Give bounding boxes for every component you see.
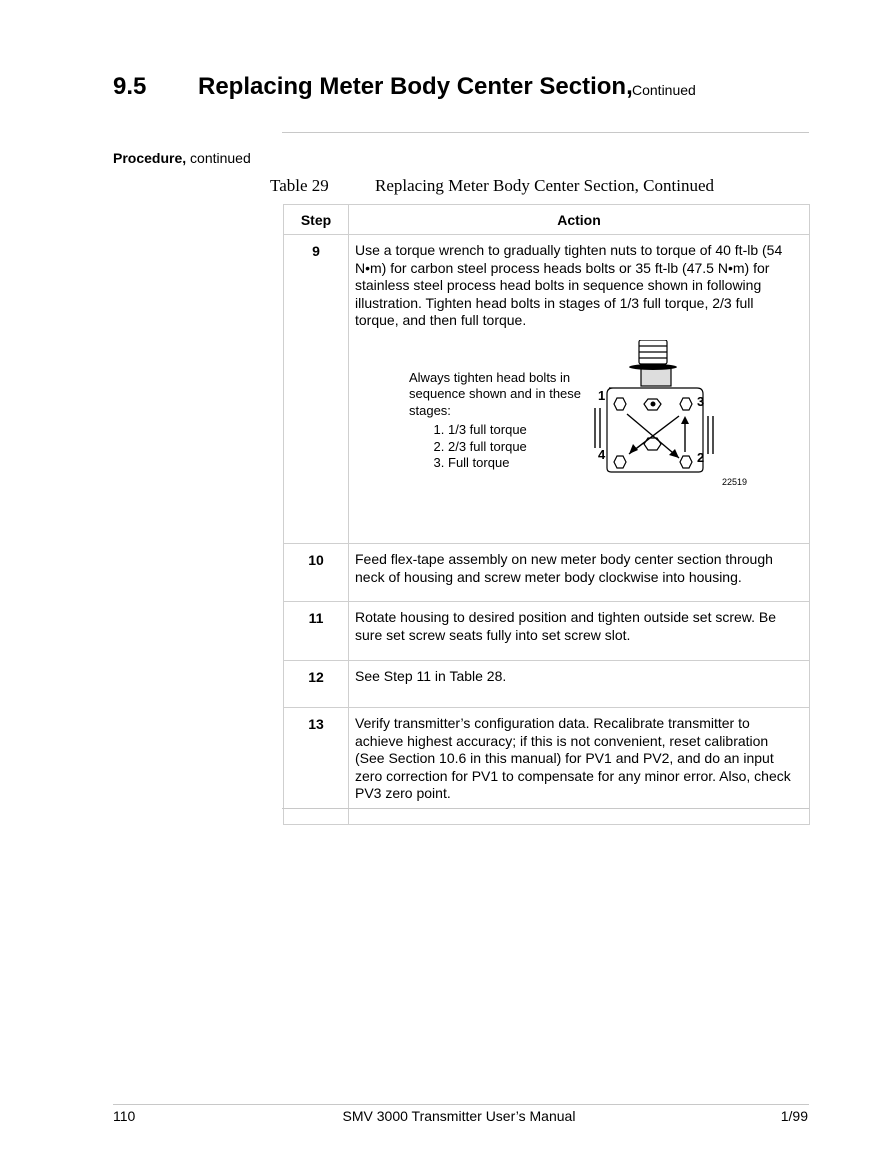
table-caption-title: Replacing Meter Body Center Section, Continued (375, 176, 714, 195)
figure-note-block (409, 370, 589, 472)
section-number: 9.5 (113, 73, 147, 100)
footer-divider (113, 1104, 809, 1105)
procedure-label-suffix: continued (190, 150, 251, 166)
table-row (284, 708, 810, 825)
housing-neck (639, 340, 671, 386)
torque-stage-list (409, 422, 589, 472)
step-action: See Step 11 in Table 28. (349, 661, 810, 708)
page-number: 110 (113, 1108, 136, 1124)
table-caption (270, 176, 714, 196)
step-action: Feed flex-tape assembly on new meter body center section through neck of housing and screw meter body clockwise into housing. (349, 544, 810, 602)
procedure-label-bold: Procedure, (113, 150, 187, 166)
section-title: Replacing Meter Body Center Section, (198, 73, 633, 100)
column-header-action: Action (349, 205, 810, 235)
procedure-table (283, 204, 810, 825)
step-number: 12 (284, 661, 349, 708)
arrow-head (681, 416, 689, 424)
step-number: 13 (284, 708, 349, 825)
section-continued: Continued (632, 82, 696, 98)
bolt-pattern-diagram (591, 340, 731, 476)
table-row (284, 235, 810, 544)
step-number: 11 (284, 602, 349, 661)
bolt-label: 3 (697, 393, 705, 409)
top-divider (282, 132, 809, 133)
bolt-label: 1 (598, 387, 606, 403)
table-header-row (284, 205, 810, 235)
bolt-2 (680, 456, 692, 468)
footer-date: 1/99 (780, 1108, 808, 1124)
figure-note: Always tighten head bolts in sequence shown and in these stages: (409, 369, 582, 418)
table-caption-number: Table 29 (270, 176, 329, 195)
step-action: Verify transmitter’s configuration data. Recalibrate transmitter to achieve highest accuracy; if this is not convenient, reset calibration (See Section 10.6 in this manual) for PV1 and PV2, and do an input zero correction for PV1 to compensate for any minor error. Also, check PV3 zero point. (349, 708, 810, 825)
procedure-label (113, 150, 251, 166)
bolt-4 (614, 456, 626, 468)
step-action: Use a torque wrench to gradually tighten nuts to torque of 40 ft-lb (54 N•m) for carbon steel process heads bolts or 35 ft-lb (47.5 N•m) for stainless steel process head bolts in sequence shown in following illustration. Tighten head bolts in stages of 1/3 full torque, 2/3 full torque, and then full torque. (355, 242, 783, 328)
bolt-3 (680, 398, 692, 410)
footer-title: SMV 3000 Transmitter User’s Manual (342, 1108, 576, 1124)
bolt-1 (614, 398, 626, 410)
center-screw-dot (651, 401, 656, 406)
footer-title-wrap (0, 1108, 892, 1124)
step-number: 10 (284, 544, 349, 602)
column-header-step: Step (284, 205, 349, 235)
table-row (284, 602, 810, 661)
bolt-label: 2 (697, 449, 705, 465)
torque-stage: 1. 1/3 full torque (448, 422, 589, 439)
torque-stage: 3. Full torque (448, 455, 589, 472)
step-action-cell (349, 235, 810, 544)
table-row (284, 544, 810, 602)
bolt-label: 4 (598, 446, 606, 462)
step-action: Rotate housing to desired position and tighten outside set screw. Be sure set screw seats fully into set screw slot. (349, 602, 810, 661)
bottom-divider (282, 808, 809, 809)
arrow-head (629, 444, 638, 454)
figure-id: 22519 (722, 476, 748, 487)
torque-sequence-figure (355, 340, 795, 510)
torque-stage: 2. 2/3 full torque (448, 439, 589, 456)
step-number: 9 (284, 235, 349, 544)
neck-flange (629, 364, 677, 370)
sequence-arrows (627, 414, 685, 458)
table-row (284, 661, 810, 708)
